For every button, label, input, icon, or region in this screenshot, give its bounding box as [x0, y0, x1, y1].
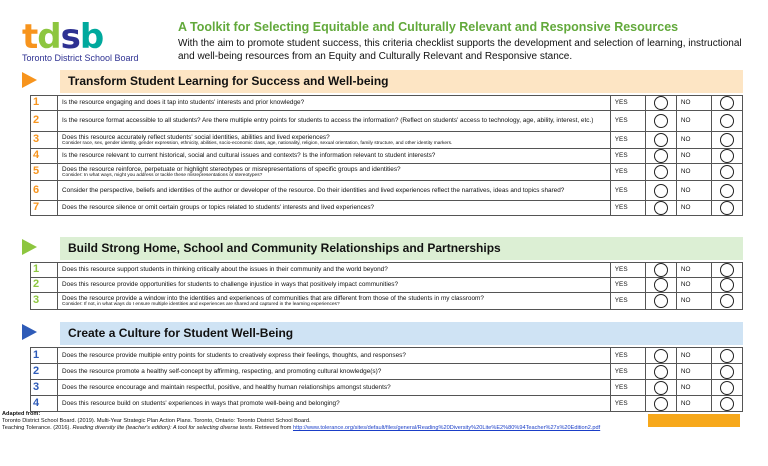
question-cell — [58, 293, 611, 310]
question-text: Does this resource provide opportunities for students to challenge injustice in ways that positively impact communities? — [62, 281, 399, 289]
question-cell — [58, 278, 611, 293]
checklist-table — [30, 347, 743, 412]
item-number: 4 — [31, 396, 58, 412]
no-radio-button[interactable] — [720, 263, 734, 277]
checklist-row — [31, 111, 743, 132]
no-radio-button[interactable] — [720, 114, 734, 128]
no-label: NO — [676, 111, 711, 132]
question-text: Does the resource reinforce, perpetuate or highlight stereotypes or misrepresentations of specific groups and identities? — [62, 165, 401, 173]
question-cell — [58, 132, 611, 149]
checklist-row — [31, 364, 743, 380]
no-radio-button[interactable] — [720, 165, 734, 179]
item-number: 3 — [31, 293, 58, 310]
reference-1: Toronto District School Board. (2019). Multi-Year Strategic Plan Action Plans. Toronto, Ontario: Toronto District School Board. — [2, 418, 311, 425]
no-radio-button[interactable] — [720, 149, 734, 163]
reference-2: Teaching Tolerance. (2016). Reading diversity lite (teacher's edition): A tool for selecting diverse texts. Retrieved from http://www.tolerance.org/sites/default/files/general/Reading%20Diversity%20Lite%E2%80%94Teacher%27s%20Edition2.pdf — [2, 425, 601, 432]
no-radio-button[interactable] — [720, 381, 734, 395]
section-header — [30, 237, 743, 260]
yes-label: YES — [610, 181, 645, 201]
yes-label: YES — [610, 348, 645, 364]
checklist-row — [31, 348, 743, 364]
yes-label: YES — [610, 278, 645, 293]
triangle-marker-icon — [22, 72, 37, 88]
checklist-table — [30, 262, 743, 310]
logo-wordmark: tdsb — [22, 17, 104, 57]
yes-label: YES — [610, 111, 645, 132]
yes-radio-button[interactable] — [654, 114, 668, 128]
section-title: Create a Culture for Student Well-Being — [68, 326, 294, 340]
question-text: Consider the perspective, beliefs and identities of the author or developer of the resource. Do their identities and lived experiences reflect the narratives, ideas and topics shared? — [62, 186, 565, 194]
checklist-row — [31, 201, 743, 216]
yes-radio-button[interactable] — [654, 263, 668, 277]
no-label: NO — [676, 181, 711, 201]
section-title: Build Strong Home, School and Community Relationships and Partnerships — [68, 241, 501, 255]
yes-label: YES — [610, 132, 645, 149]
item-number: 1 — [31, 96, 58, 111]
logo-subtitle: Toronto District School Board — [22, 53, 139, 63]
yes-radio-button[interactable] — [654, 365, 668, 379]
yes-label: YES — [610, 396, 645, 412]
question-text: Does the resource promote a healthy self-concept by affirming, respecting, and promoting cultural knowledge(s)? — [62, 367, 382, 375]
question-cell — [58, 364, 611, 380]
checklist-row — [31, 278, 743, 293]
yes-label: YES — [610, 201, 645, 216]
no-label: NO — [676, 201, 711, 216]
yes-radio-button[interactable] — [654, 201, 668, 215]
yes-radio-button[interactable] — [654, 149, 668, 163]
question-text: Does this resource build on students' experiences in ways that promote well-being and belonging? — [62, 399, 340, 407]
item-number: 4 — [31, 149, 58, 164]
question-text: Is the resource relevant to current historical, social and cultural issues and contexts? Is the information relevant to student interests? — [62, 152, 436, 160]
checklist-table — [30, 95, 743, 216]
no-radio-button[interactable] — [720, 349, 734, 363]
no-label: NO — [676, 364, 711, 380]
yes-radio-button[interactable] — [654, 294, 668, 308]
no-radio-button[interactable] — [720, 96, 734, 110]
checklist-row — [31, 96, 743, 111]
no-radio-button[interactable] — [720, 278, 734, 292]
question-cell — [58, 263, 611, 278]
item-number: 2 — [31, 364, 58, 380]
item-number: 2 — [31, 111, 58, 132]
no-label: NO — [676, 263, 711, 278]
question-text: Does this resource accurately reflect students' social identities, abilities and lived experiences? — [62, 133, 330, 141]
no-radio-button[interactable] — [720, 184, 734, 198]
question-text: Is the resource format accessible to all students? Are there multiple entry points for students to access the information? (Reflect on students' access to technology, age, ability, interest, etc.) — [62, 117, 594, 125]
section-header — [30, 70, 743, 93]
question-note: Consider: In what ways, might you address or tackle these misrepresentations or stereotypes? — [62, 173, 263, 178]
no-label: NO — [676, 132, 711, 149]
triangle-marker-icon — [22, 239, 37, 255]
no-radio-button[interactable] — [720, 133, 734, 147]
question-cell — [58, 380, 611, 396]
item-number: 7 — [31, 201, 58, 216]
question-note: Consider: If not, in what ways do I ensure multiple identities and experiences are shared and captured in the learning experiences? — [62, 302, 340, 307]
yes-label: YES — [610, 380, 645, 396]
yes-label: YES — [610, 164, 645, 181]
no-label: NO — [676, 149, 711, 164]
question-note: Consider race, sex, gender identity, gender expression, ethnicity, abilities, socio-economic class, age, nationality, religion, sexual orientation, family structure, and other identity markers. — [62, 141, 453, 146]
yes-label: YES — [610, 364, 645, 380]
item-number: 2 — [31, 278, 58, 293]
footer-references — [2, 411, 742, 433]
no-radio-button[interactable] — [720, 365, 734, 379]
checklist-row — [31, 263, 743, 278]
yes-radio-button[interactable] — [654, 397, 668, 411]
question-cell — [58, 396, 611, 412]
tdsb-logo — [22, 17, 139, 63]
question-cell — [58, 348, 611, 364]
no-label: NO — [676, 293, 711, 310]
question-cell — [58, 149, 611, 164]
question-text: Is the resource engaging and does it tap into students' interests and prior knowledge? — [62, 99, 305, 107]
no-radio-button[interactable] — [720, 397, 734, 411]
yes-label: YES — [610, 96, 645, 111]
question-cell — [58, 181, 611, 201]
section-student-well-being — [30, 322, 743, 412]
no-label: NO — [676, 96, 711, 111]
item-number: 6 — [31, 181, 58, 201]
no-label: NO — [676, 164, 711, 181]
question-cell — [58, 96, 611, 111]
no-label: NO — [676, 396, 711, 412]
item-number: 1 — [31, 263, 58, 278]
adapted-from-label: Adapted from: — [2, 411, 41, 417]
checklist-row — [31, 132, 743, 149]
checklist-row — [31, 149, 743, 164]
question-text: Does the resource provide multiple entry points for students to creatively express their feelings, thoughts, and responses? — [62, 351, 406, 359]
yes-radio-button[interactable] — [654, 133, 668, 147]
checklist-row — [31, 380, 743, 396]
item-number: 3 — [31, 132, 58, 149]
question-text: Does the resource silence or omit certain groups or topics related to students' interests and lived experiences? — [62, 204, 375, 212]
section-header — [30, 322, 743, 345]
yes-radio-button[interactable] — [654, 381, 668, 395]
question-text: Does the resource encourage and maintain respectful, positive, and healthy human relationships amongst students? — [62, 383, 391, 391]
no-label: NO — [676, 348, 711, 364]
yes-radio-button[interactable] — [654, 184, 668, 198]
yes-radio-button[interactable] — [654, 278, 668, 292]
section-title: Transform Student Learning for Success and Well-being — [68, 74, 389, 88]
intro-text: With the aim to promote student success, this criteria checklist supports the development and selection of learning, instructional and well-being resources from an Equity and Culturally Relevant and Responsive stance. — [178, 38, 742, 62]
checklist-row — [31, 181, 743, 201]
yes-radio-button[interactable] — [654, 96, 668, 110]
question-cell — [58, 164, 611, 181]
no-label: NO — [676, 278, 711, 293]
question-cell — [58, 201, 611, 216]
item-number: 3 — [31, 380, 58, 396]
yes-radio-button[interactable] — [654, 165, 668, 179]
question-text: Does the resource provide a window into the identities and experiences of communities that are different from those of the students in my classroom? — [62, 294, 484, 302]
section-transform-learning — [30, 70, 743, 216]
yes-label: YES — [610, 149, 645, 164]
no-radio-button[interactable] — [720, 294, 734, 308]
checklist-row — [31, 164, 743, 181]
checklist-row — [31, 293, 743, 310]
reference-link[interactable]: http://www.tolerance.org/sites/default/files/general/Reading%20Diversity%20Lite%E2%80%94Teacher%27s%20Edition2.pdf — [292, 425, 601, 432]
section-home-school-community — [30, 237, 743, 310]
yes-radio-button[interactable] — [654, 349, 668, 363]
yes-label: YES — [610, 293, 645, 310]
triangle-marker-icon — [22, 324, 37, 340]
page-title: A Toolkit for Selecting Equitable and Culturally Relevant and Responsive Resources — [178, 20, 679, 34]
question-text: Does this resource support students in thinking critically about the issues in their community and the world beyond? — [62, 266, 388, 274]
item-number: 1 — [31, 348, 58, 364]
no-label: NO — [676, 380, 711, 396]
checklist-row — [31, 396, 743, 412]
no-radio-button[interactable] — [720, 201, 734, 215]
item-number: 5 — [31, 164, 58, 181]
question-cell — [58, 111, 611, 132]
yes-label: YES — [610, 263, 645, 278]
